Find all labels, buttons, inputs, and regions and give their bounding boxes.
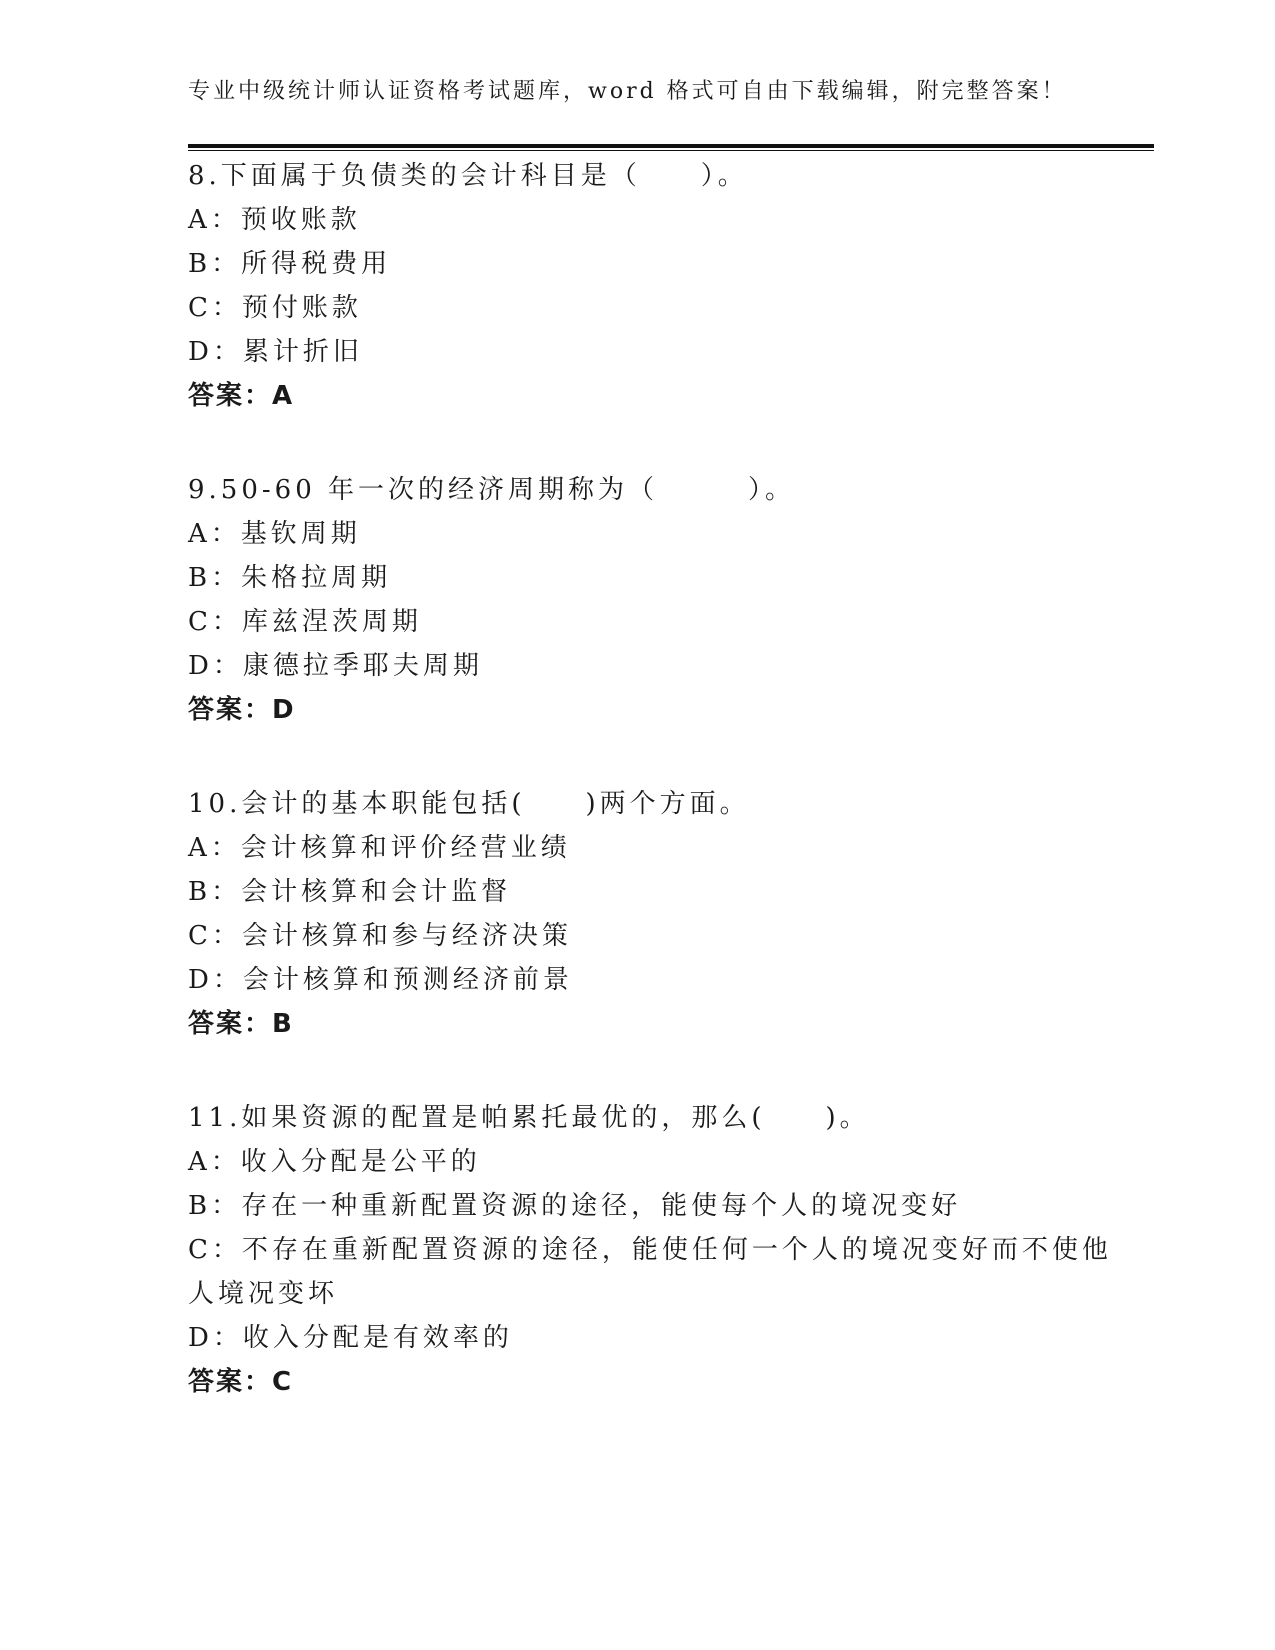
option-c: C：不存在重新配置资源的途径，能使任何一个人的境况变好而不使他: [188, 1235, 1112, 1265]
answer: 答案：D: [188, 695, 296, 725]
option-d: D：收入分配是有效率的: [188, 1323, 513, 1353]
answer: 答案：C: [188, 1367, 294, 1397]
option-c: C：预付账款: [188, 293, 362, 323]
option-c-continued: 人境况变坏: [188, 1279, 339, 1309]
question-stem: 8.下面属于负债类的会计科目是（ ）。: [188, 161, 748, 191]
option-a: A：预收账款: [188, 205, 361, 235]
option-c: C：会计核算和参与经济决策: [188, 921, 572, 951]
answer: 答案：B: [188, 1009, 294, 1039]
answer: 答案：A: [188, 381, 295, 411]
page-header: 专业中级统计师认证资格考试题库，word 格式可自由下载编辑，附完整答案！: [188, 79, 1067, 104]
option-b: B：存在一种重新配置资源的途径，能使每个人的境况变好: [188, 1191, 962, 1221]
option-d: D：会计核算和预测经济前景: [188, 965, 573, 995]
question-stem: 10.会计的基本职能包括( )两个方面。: [188, 789, 750, 819]
option-b: B：朱格拉周期: [188, 563, 392, 593]
option-d: D：累计折旧: [188, 337, 363, 367]
option-b: B：所得税费用: [188, 249, 392, 279]
question-stem: 11.如果资源的配置是帕累托最优的，那么( )。: [188, 1103, 870, 1133]
option-c: C：库兹涅茨周期: [188, 607, 422, 637]
header-rule-thick: [188, 144, 1154, 148]
option-a: A：基钦周期: [188, 519, 361, 549]
question-stem: 9.50-60 年一次的经济周期称为（ ）。: [188, 475, 796, 505]
option-d: D：康德拉季耶夫周期: [188, 651, 483, 681]
header-rule-thin: [188, 150, 1154, 151]
option-b: B：会计核算和会计监督: [188, 877, 512, 907]
option-a: A：收入分配是公平的: [188, 1147, 481, 1177]
option-a: A：会计核算和评价经营业绩: [188, 833, 571, 863]
